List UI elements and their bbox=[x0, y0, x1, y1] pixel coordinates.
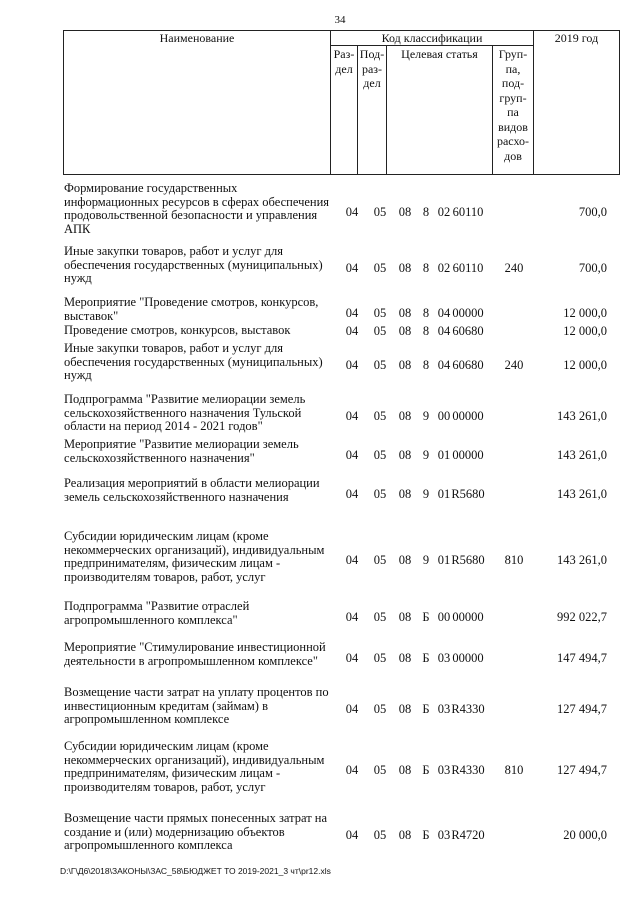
row-name-line: агропромышленного комплекса" bbox=[64, 612, 238, 627]
row-razdel: 04 bbox=[345, 702, 359, 717]
row-amount: 12 000,0 bbox=[563, 305, 607, 320]
row-cs2: 8 bbox=[422, 324, 430, 338]
row-cs4: 00000 bbox=[452, 447, 484, 462]
row-name-line: Возмещение части затрат на уплату процентов по bbox=[64, 685, 329, 699]
row-name-line: Мероприятие "Развитие мелиорации земель bbox=[64, 437, 299, 451]
row-razdel: 04 bbox=[345, 609, 359, 624]
row-cs3: 03 bbox=[437, 828, 451, 843]
header-group-line: под- bbox=[501, 76, 525, 90]
row-cs2: 9 bbox=[422, 486, 430, 501]
header-group-line: груп- bbox=[499, 90, 527, 105]
row-cs2: 8 bbox=[422, 305, 430, 320]
row-name-line: некоммерческих организаций), индивидуальным bbox=[64, 752, 325, 767]
row-razdel: 04 bbox=[345, 358, 359, 373]
row-cs3: 01 bbox=[437, 553, 451, 567]
row-cs2: 8 bbox=[422, 358, 430, 373]
row-cs2: 9 bbox=[422, 447, 430, 462]
row-razdel: 04 bbox=[345, 205, 359, 219]
header-group-line: видов bbox=[498, 119, 528, 134]
row-name-line: Реализация мероприятий в области мелиорации bbox=[64, 476, 320, 490]
row-cs1: 08 bbox=[398, 702, 412, 717]
row-cs3: 04 bbox=[437, 358, 451, 373]
row-amount: 143 261,0 bbox=[557, 486, 607, 501]
header-section-line: Раз- bbox=[333, 47, 355, 61]
row-name-line: предпринимателям, физическим лицам - bbox=[64, 556, 281, 570]
row-razdel: 04 bbox=[345, 650, 359, 665]
row-cs1: 08 bbox=[398, 609, 412, 624]
row-name bbox=[64, 530, 342, 584]
row-name bbox=[64, 438, 342, 465]
row-name-line: Иные закупки товаров, работ и услуг для bbox=[64, 341, 284, 355]
row-name-line: обеспечения государственных (муниципальных) bbox=[64, 257, 323, 272]
row-cs4: 00000 bbox=[452, 609, 484, 624]
row-name-line: инвестиционным кредитам (займам) в bbox=[64, 698, 268, 713]
row-podrazdel: 05 bbox=[373, 609, 387, 624]
row-cs1: 08 bbox=[398, 650, 412, 665]
row-cs3: 01 bbox=[437, 486, 451, 501]
row-cs4: 60110 bbox=[452, 205, 484, 219]
row-name bbox=[64, 324, 342, 338]
row-cs1: 08 bbox=[398, 358, 412, 373]
row-razdel: 04 bbox=[345, 486, 359, 501]
row-cs3: 03 bbox=[437, 702, 451, 717]
row-podrazdel: 05 bbox=[373, 261, 387, 276]
row-cs1: 08 bbox=[398, 828, 412, 843]
header-subsection-line: дел bbox=[363, 76, 381, 90]
row-cs2: Б bbox=[422, 828, 430, 843]
row-name-line: сельскохозяйственного назначения Тульской bbox=[64, 405, 302, 420]
row-name-line: некоммерческих организаций), индивидуальным bbox=[64, 542, 325, 557]
row-name bbox=[64, 812, 342, 853]
row-cs2: 8 bbox=[422, 261, 430, 276]
row-razdel: 04 bbox=[345, 828, 359, 843]
header-group-line: па bbox=[507, 105, 519, 119]
row-cs4: 60680 bbox=[452, 358, 484, 373]
row-name-line: Подпрограмма "Развитие отраслей bbox=[64, 599, 250, 613]
row-name-line: Мероприятие "Проведение смотров, конкурсов, bbox=[64, 295, 319, 309]
row-name bbox=[64, 296, 342, 323]
row-podrazdel: 05 bbox=[373, 305, 387, 320]
row-cs2: Б bbox=[422, 609, 430, 624]
row-cs1: 08 bbox=[398, 486, 412, 501]
header-group-line: па, bbox=[505, 61, 521, 76]
row-name-line: земель сельскохозяйственного назначения bbox=[64, 489, 289, 504]
row-vid: 240 bbox=[504, 358, 524, 373]
row-name-line: деятельности в агропромышленном комплексе" bbox=[64, 653, 318, 668]
row-podrazdel: 05 bbox=[373, 553, 387, 567]
row-name-line: Субсидии юридическим лицам (кроме bbox=[64, 529, 269, 543]
row-cs4: 60680 bbox=[452, 324, 484, 338]
row-vid: 810 bbox=[504, 763, 524, 777]
header-target: Целевая статья bbox=[401, 47, 478, 61]
header-code: Код классификации bbox=[381, 31, 483, 45]
row-cs3: 02 bbox=[437, 205, 451, 219]
file-path-footer: D:\Г\Д6\2018\ЗАКОНЫ\ЗАС_58\БЮДЖЕТ ТО 2019-2021_3 чт\pr12.xls bbox=[60, 866, 331, 876]
row-cs1: 08 bbox=[398, 261, 412, 276]
row-cs3: 00 bbox=[437, 609, 451, 624]
row-name-line: производителям товаров, работ, услуг bbox=[64, 569, 266, 584]
row-podrazdel: 05 bbox=[373, 205, 387, 219]
header-subsection bbox=[357, 47, 387, 91]
row-podrazdel: 05 bbox=[373, 486, 387, 501]
header-subsection-line: Под- bbox=[359, 47, 385, 61]
row-podrazdel: 05 bbox=[373, 650, 387, 665]
row-podrazdel: 05 bbox=[373, 409, 387, 424]
row-podrazdel: 05 bbox=[373, 828, 387, 843]
row-cs3: 04 bbox=[437, 324, 451, 338]
row-cs3: 03 bbox=[437, 763, 451, 777]
row-razdel: 04 bbox=[345, 447, 359, 462]
row-amount: 143 261,0 bbox=[557, 447, 607, 462]
row-name bbox=[64, 182, 342, 236]
row-name bbox=[64, 600, 342, 627]
header-group bbox=[492, 47, 534, 163]
header-section-line: дел bbox=[335, 61, 353, 76]
row-cs3: 02 bbox=[437, 261, 451, 276]
row-cs1: 08 bbox=[398, 324, 412, 338]
row-cs2: Б bbox=[422, 763, 430, 777]
row-cs1: 08 bbox=[398, 205, 412, 219]
row-name bbox=[64, 641, 342, 668]
row-podrazdel: 05 bbox=[373, 702, 387, 717]
row-amount: 12 000,0 bbox=[563, 324, 607, 338]
row-cs4: R4330 bbox=[451, 763, 485, 777]
header-year-cell bbox=[533, 30, 620, 175]
row-name-line: сельскохозяйственного назначения" bbox=[64, 450, 255, 465]
row-cs2: 8 bbox=[422, 205, 430, 219]
row-cs4: 00000 bbox=[452, 650, 484, 665]
row-cs2: 9 bbox=[422, 409, 430, 424]
row-cs4: R5680 bbox=[451, 486, 485, 501]
header-year: 2019 год bbox=[554, 31, 599, 45]
header-name: Наименование bbox=[159, 31, 235, 45]
row-cs4: R5680 bbox=[451, 553, 485, 567]
row-name-line: области на период 2014 - 2021 годов" bbox=[64, 419, 263, 433]
header-target-cell bbox=[386, 45, 493, 175]
row-cs1: 08 bbox=[398, 305, 412, 320]
row-cs4: 60110 bbox=[452, 261, 484, 276]
row-cs4: 00000 bbox=[452, 305, 484, 320]
row-name-line: Возмещение части прямых понесенных затрат на bbox=[64, 811, 328, 825]
row-amount: 143 261,0 bbox=[557, 553, 607, 567]
row-razdel: 04 bbox=[345, 324, 359, 338]
row-name bbox=[64, 740, 342, 794]
row-name-line: нужд bbox=[64, 271, 92, 285]
row-amount: 127 494,7 bbox=[557, 763, 607, 777]
row-cs4: R4330 bbox=[451, 702, 485, 717]
header-name-cell bbox=[63, 30, 331, 175]
row-cs3: 04 bbox=[437, 305, 451, 320]
row-cs2: 9 bbox=[422, 553, 430, 567]
row-name-line: агропромышленном комплексе bbox=[64, 712, 230, 726]
row-amount: 127 494,7 bbox=[557, 702, 607, 717]
row-name-line: Подпрограмма "Развитие мелиорации земель bbox=[64, 392, 306, 406]
row-name-line: Иные закупки товаров, работ и услуг для bbox=[64, 244, 284, 258]
row-name bbox=[64, 477, 342, 504]
row-razdel: 04 bbox=[345, 409, 359, 424]
row-vid: 240 bbox=[504, 261, 524, 276]
row-name bbox=[64, 342, 342, 383]
row-amount: 12 000,0 bbox=[563, 358, 607, 373]
header-group-line: расхо- bbox=[496, 134, 530, 148]
row-amount: 143 261,0 bbox=[557, 409, 607, 424]
page-number: 34 bbox=[334, 14, 346, 26]
row-name-line: Проведение смотров, конкурсов, выставок bbox=[64, 323, 291, 337]
row-podrazdel: 05 bbox=[373, 447, 387, 462]
row-name bbox=[64, 686, 342, 727]
row-vid: 810 bbox=[504, 553, 524, 567]
row-name-line: нужд bbox=[64, 368, 92, 382]
row-name-line: продовольственной безопасности и управления bbox=[64, 208, 318, 222]
row-name bbox=[64, 245, 342, 286]
table-header bbox=[63, 30, 620, 175]
header-section bbox=[330, 47, 358, 76]
row-cs1: 08 bbox=[398, 447, 412, 462]
row-cs3: 00 bbox=[437, 409, 451, 424]
row-name-line: Формирование государственных bbox=[64, 181, 238, 195]
header-subsection-line: раз- bbox=[361, 61, 383, 76]
row-name-line: предпринимателям, физическим лицам - bbox=[64, 766, 281, 780]
row-razdel: 04 bbox=[345, 261, 359, 276]
row-cs2: Б bbox=[422, 702, 430, 717]
row-cs1: 08 bbox=[398, 553, 412, 567]
row-name-line: обеспечения государственных (муниципальных) bbox=[64, 354, 323, 369]
row-amount: 20 000,0 bbox=[563, 828, 607, 843]
row-name-line: агропромышленного комплекса bbox=[64, 838, 233, 852]
header-group-line: дов bbox=[504, 148, 522, 163]
row-amount: 992 022,7 bbox=[557, 609, 607, 624]
row-podrazdel: 05 bbox=[373, 763, 387, 777]
row-podrazdel: 05 bbox=[373, 324, 387, 338]
row-amount: 147 494,7 bbox=[557, 650, 607, 665]
row-amount: 700,0 bbox=[578, 205, 607, 219]
row-amount: 700,0 bbox=[578, 261, 607, 276]
row-name-line: АПК bbox=[64, 221, 91, 236]
row-cs1: 08 bbox=[398, 409, 412, 424]
row-name bbox=[64, 393, 342, 434]
row-name-line: Мероприятие "Стимулирование инвестиционной bbox=[64, 640, 326, 654]
row-cs3: 03 bbox=[437, 650, 451, 665]
header-group-line: Груп- bbox=[498, 47, 528, 61]
row-cs4: R4720 bbox=[451, 828, 485, 843]
row-razdel: 04 bbox=[345, 305, 359, 320]
row-cs3: 01 bbox=[437, 447, 451, 462]
row-cs1: 08 bbox=[398, 763, 412, 777]
row-podrazdel: 05 bbox=[373, 358, 387, 373]
row-cs2: Б bbox=[422, 650, 430, 665]
row-name-line: информационных ресурсов в сферах обеспечения bbox=[64, 194, 330, 209]
row-name-line: создание и (или) модернизацию объектов bbox=[64, 824, 285, 839]
row-name-line: Субсидии юридическим лицам (кроме bbox=[64, 739, 269, 753]
row-name-line: выставок" bbox=[64, 308, 119, 323]
row-razdel: 04 bbox=[345, 553, 359, 567]
row-name-line: производителям товаров, работ, услуг bbox=[64, 779, 266, 794]
row-cs4: 00000 bbox=[452, 409, 484, 424]
row-razdel: 04 bbox=[345, 763, 359, 777]
